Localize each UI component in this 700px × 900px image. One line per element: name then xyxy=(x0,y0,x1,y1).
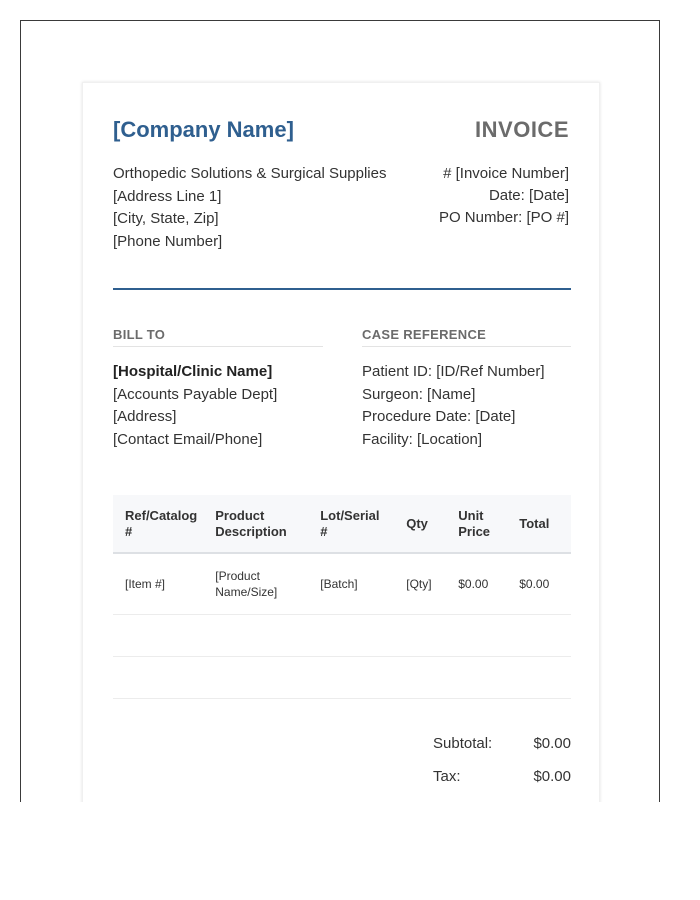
tax-label: Tax: xyxy=(433,768,461,785)
line-items-table xyxy=(113,495,571,699)
cell-qty: [Qty] xyxy=(394,553,446,615)
col-ref-catalog: Ref/Catalog # xyxy=(113,495,203,553)
invoice-title: INVOICE xyxy=(475,117,569,142)
company-name: [Company Name] xyxy=(113,117,294,142)
company-address-line1: [Address Line 1] xyxy=(113,187,222,205)
company-city-state-zip: [City, State, Zip] xyxy=(113,210,219,227)
col-unit-price: Unit Price xyxy=(446,495,507,553)
po-number: PO Number: [PO #] xyxy=(438,209,569,226)
table-row-empty xyxy=(113,615,571,657)
col-total: Total xyxy=(507,495,571,553)
document-frame xyxy=(20,20,660,802)
cell-ref: [Item #] xyxy=(113,553,203,615)
bill-to-heading: BILL TO xyxy=(113,327,323,347)
procedure-date: Procedure Date: [Date] xyxy=(362,408,516,425)
facility: Facility: [Location] xyxy=(362,430,483,448)
bill-to-contact: [Contact Email/Phone] xyxy=(113,430,263,448)
subtotal-value: $0.00 xyxy=(533,735,571,752)
bill-to-dept: [Accounts Payable Dept] xyxy=(113,385,278,403)
tax-row xyxy=(433,768,571,801)
cell-total: $0.00 xyxy=(507,553,571,615)
patient-id: Patient ID: [ID/Ref Number] xyxy=(362,363,545,380)
invoice-date: Date: [Date] xyxy=(488,187,569,204)
bill-to-name: [Hospital/Clinic Name] xyxy=(113,363,273,380)
col-lot-serial: Lot/Serial # xyxy=(308,495,394,553)
table-row xyxy=(113,553,571,615)
tax-value: $0.00 xyxy=(533,768,571,785)
company-tagline: Orthopedic Solutions & Surgical Supplies xyxy=(113,165,387,182)
company-address xyxy=(113,163,387,253)
case-reference-details xyxy=(362,361,545,451)
case-reference-heading: CASE REFERENCE xyxy=(362,327,571,347)
col-product-description: Product Description xyxy=(203,495,308,553)
table-row-empty xyxy=(113,657,571,699)
table-header-row xyxy=(113,495,571,553)
company-phone: [Phone Number] xyxy=(113,232,223,250)
invoice-page xyxy=(82,82,600,802)
cell-lot: [Batch] xyxy=(308,553,394,615)
subtotal-label: Subtotal: xyxy=(433,735,493,752)
totals-block xyxy=(433,735,571,801)
cell-unit-price: $0.00 xyxy=(446,553,507,615)
invoice-number: # [Invoice Number] xyxy=(443,165,569,182)
cell-description: [Product Name/Size] xyxy=(203,553,308,615)
subtotal-row xyxy=(433,735,571,768)
bill-to-details xyxy=(113,361,277,451)
col-qty: Qty xyxy=(394,495,446,553)
invoice-meta xyxy=(439,163,569,229)
bill-to-address: [Address] xyxy=(113,408,177,425)
surgeon: Surgeon: [Name] xyxy=(362,385,476,403)
header-divider xyxy=(113,288,571,290)
